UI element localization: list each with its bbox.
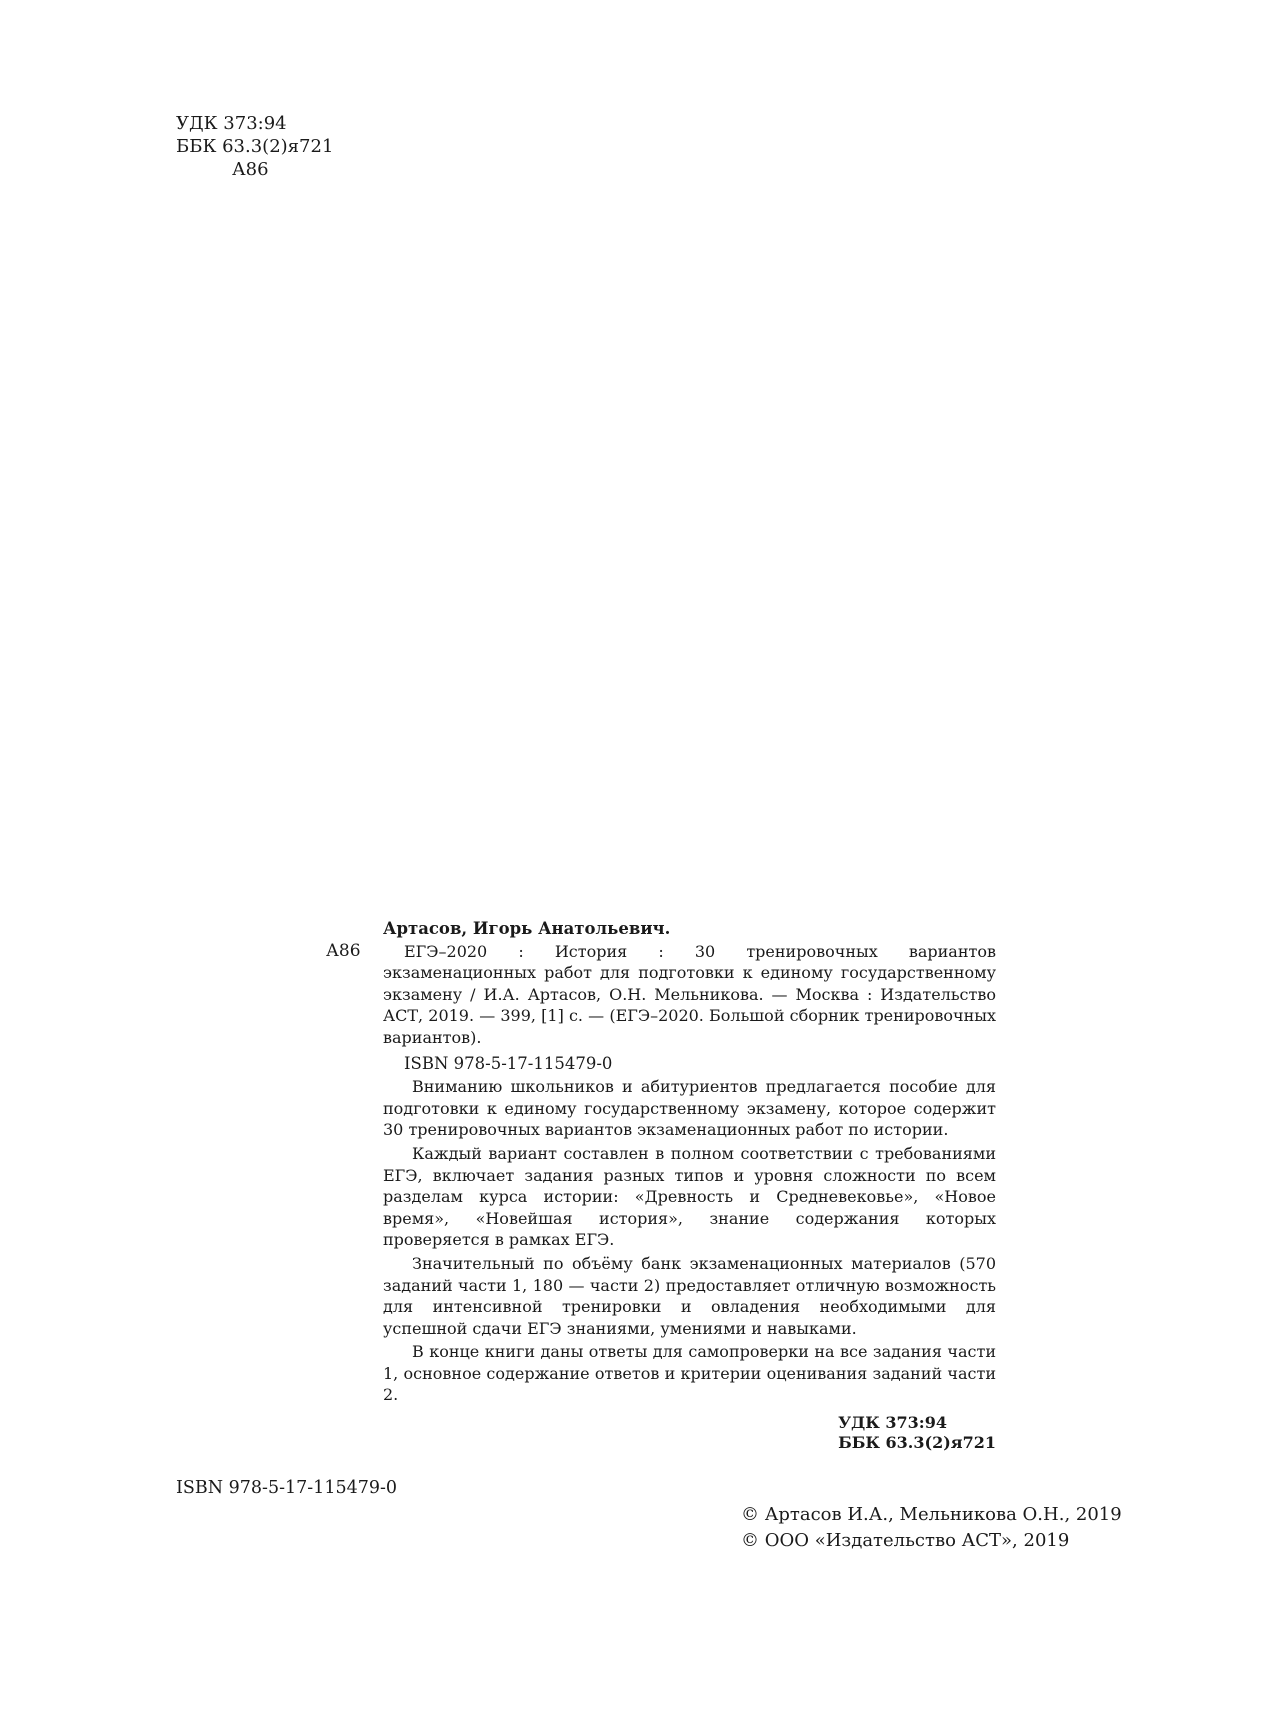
top-author-mark: А86 xyxy=(232,159,269,180)
annotation-paragraph: Значительный по объёму банк экзаменационных материалов (570 заданий части 1, 180 — части 2) предоставляет отличную возможность для интенсивной тренировки и овладения необходимыми для успешной сдачи ЕГЭ знаниями, умениями и навыками. xyxy=(383,1253,996,1338)
annotation-paragraph: В конце книги даны ответы для самопроверки на все задания части 1, основное содержание ответов и критерии оценивания заданий части 2. xyxy=(383,1342,996,1405)
top-classification xyxy=(176,112,333,181)
annotation-paragraph: Каждый вариант составлен в полном соответствии с требованиями ЕГЭ, включает задания разных типов и уровня сложности по всем разделам курса истории: «Древность и Средневековье», «Новое время», «Новейшая история», знание содержания которых проверяется в рамках ЕГЭ. xyxy=(383,1143,996,1250)
copyrights xyxy=(741,1502,1122,1554)
annotation-paragraph: Вниманию школьников и абитуриентов предлагается пособие для подготовки к единому государственному экзамену, которое содержит 30 тренировочных вариантов экзаменационных работ по истории. xyxy=(383,1077,996,1140)
copyright-authors: © Артасов И.А., Мельникова О.Н., 2019 xyxy=(741,1504,1122,1525)
card-udk: УДК 373:94 xyxy=(838,1413,947,1433)
card-bbk: ББК 63.3(2)я721 xyxy=(838,1433,996,1453)
card-author: Артасов, Игорь Анатольевич. xyxy=(383,919,671,938)
copyright-publisher: © ООО «Издательство АСТ», 2019 xyxy=(741,1530,1070,1551)
isbn-bottom: ISBN 978-5-17-115479-0 xyxy=(176,1478,398,1498)
top-bbk: ББК 63.3(2)я721 xyxy=(176,136,334,157)
card-classification xyxy=(383,1413,996,1453)
card-isbn: ISBN 978-5-17-115479-0 xyxy=(404,1053,613,1073)
card-author-mark: А86 xyxy=(326,941,361,961)
top-udk: УДК 373:94 xyxy=(176,113,287,134)
bibliographic-description: ЕГЭ–2020 : История : 30 тренировочных вариантов экзаменационных работ для подготовки к единому государственному экзамену / И.А. Артасов, О.Н. Мельникова. — Москва : Издательство АСТ, 2019. — 399, [1] с. — (ЕГЭ–2020. Большой сборник тренировочных вариантов). xyxy=(383,941,996,1047)
catalog-card xyxy=(383,918,996,1453)
